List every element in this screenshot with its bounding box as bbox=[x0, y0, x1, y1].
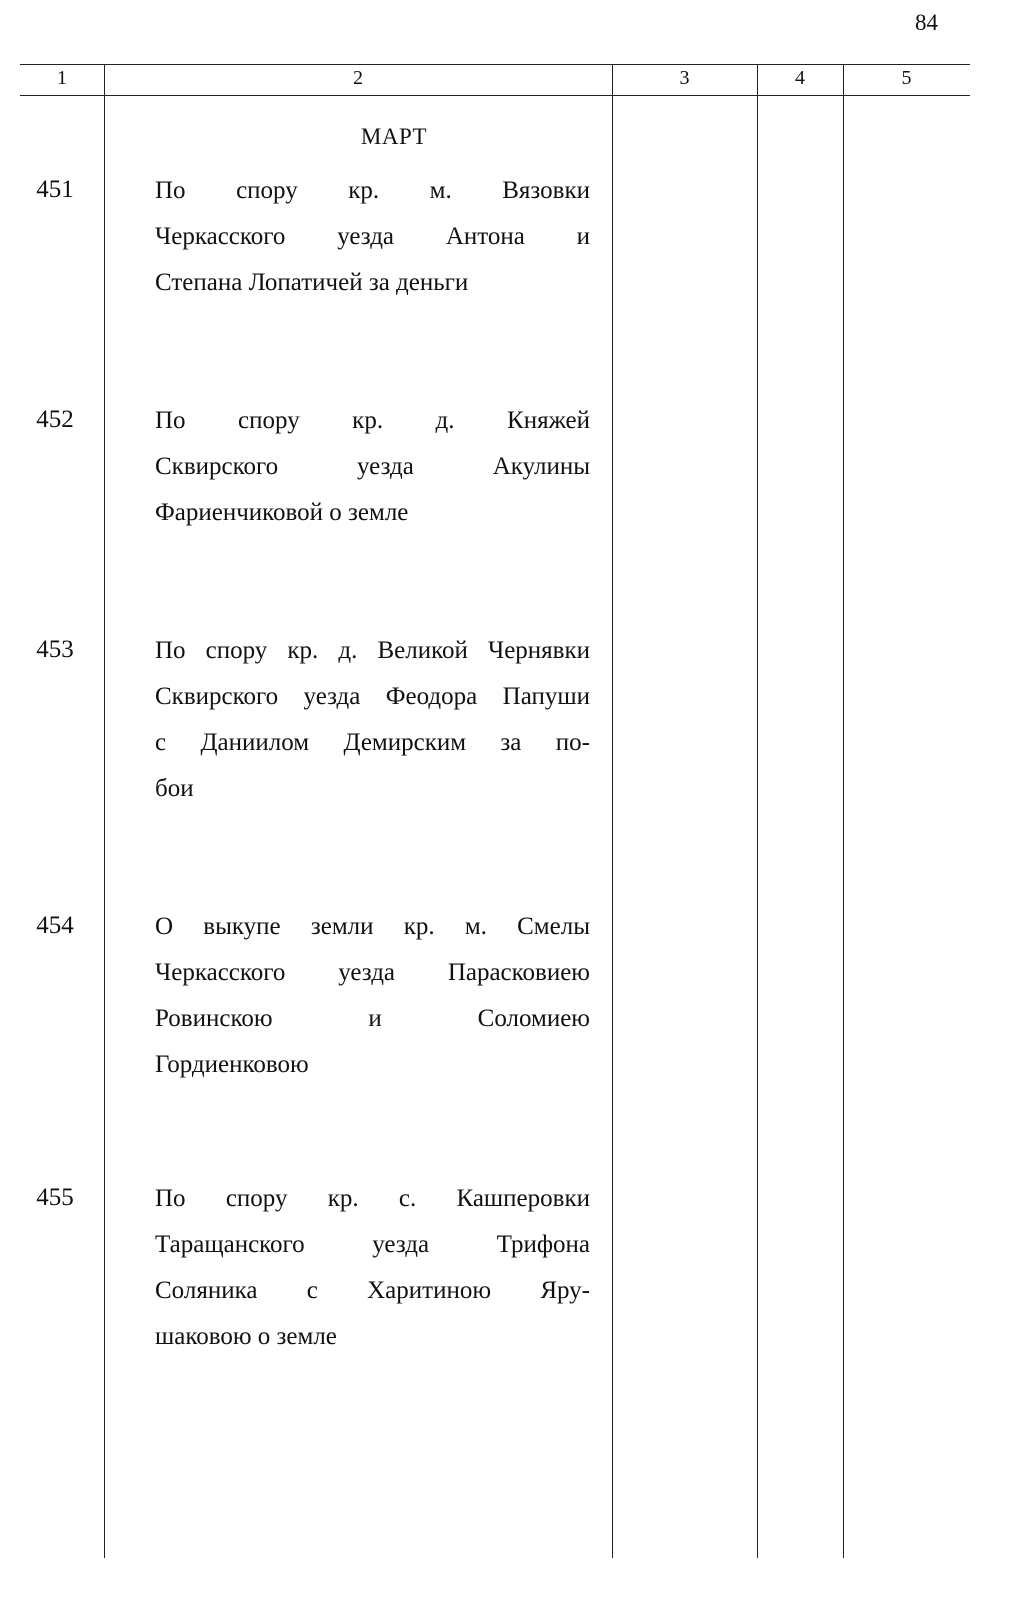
column-header-4: 4 bbox=[795, 67, 805, 89]
entry-line: бои bbox=[155, 775, 194, 802]
column-header-5: 5 bbox=[901, 67, 912, 89]
table-header-top-rule bbox=[20, 64, 970, 65]
entry-line: По спору кр. м. Вязовки bbox=[155, 177, 590, 204]
entry-line: Ровинскою и Соломиею bbox=[155, 1005, 590, 1032]
entry-number: 454 bbox=[36, 912, 74, 939]
entry-number: 453 bbox=[36, 636, 74, 663]
column-header-1: 1 bbox=[57, 67, 67, 89]
entry-number: 451 bbox=[36, 176, 74, 203]
column-divider-3 bbox=[757, 64, 758, 1558]
column-divider-1 bbox=[104, 64, 105, 1558]
entry-number: 455 bbox=[36, 1184, 74, 1211]
entry-description bbox=[155, 904, 590, 1088]
month-heading: МАРТ bbox=[360, 124, 428, 149]
column-divider-4 bbox=[843, 64, 844, 1558]
table-header-bottom-rule bbox=[20, 95, 970, 96]
entry-line: Черкасского уезда Антона и bbox=[155, 223, 590, 250]
entry-line: Гордиенковою bbox=[155, 1051, 309, 1078]
entry-description bbox=[155, 168, 590, 306]
entry-line: Фариенчиковой о земле bbox=[155, 499, 409, 526]
entry-line: Сквирского уезда Акулины bbox=[155, 453, 590, 480]
entry-description bbox=[155, 1176, 590, 1360]
entry-line: По спору кр. д. Великой Чернявки bbox=[155, 637, 590, 664]
entry-description bbox=[155, 628, 590, 812]
column-header-2: 2 bbox=[353, 67, 363, 89]
entry-line: О выкупе земли кр. м. Смелы bbox=[155, 913, 590, 940]
entry-line: Степана Лопатичей за деньги bbox=[155, 269, 469, 296]
entry-description bbox=[155, 398, 590, 536]
column-divider-2 bbox=[612, 64, 613, 1558]
entry-line: Черкасского уезда Парасковиею bbox=[155, 959, 590, 986]
entry-line: Таращанского уезда Трифона bbox=[155, 1231, 590, 1258]
entry-line: шаковою о земле bbox=[155, 1323, 337, 1350]
page-number: 84 bbox=[915, 10, 938, 35]
entry-line: Сквирского уезда Феодора Папуши bbox=[155, 683, 590, 710]
entry-line: Соляника с Харитиною Яру- bbox=[155, 1277, 590, 1304]
entry-line: По спору кр. д. Княжей bbox=[155, 407, 590, 434]
entry-number: 452 bbox=[36, 406, 74, 433]
entry-line: По спору кр. с. Кашперовки bbox=[155, 1185, 590, 1212]
column-header-3: 3 bbox=[679, 67, 690, 89]
entry-line: с Даниилом Демирским за по- bbox=[155, 729, 590, 756]
